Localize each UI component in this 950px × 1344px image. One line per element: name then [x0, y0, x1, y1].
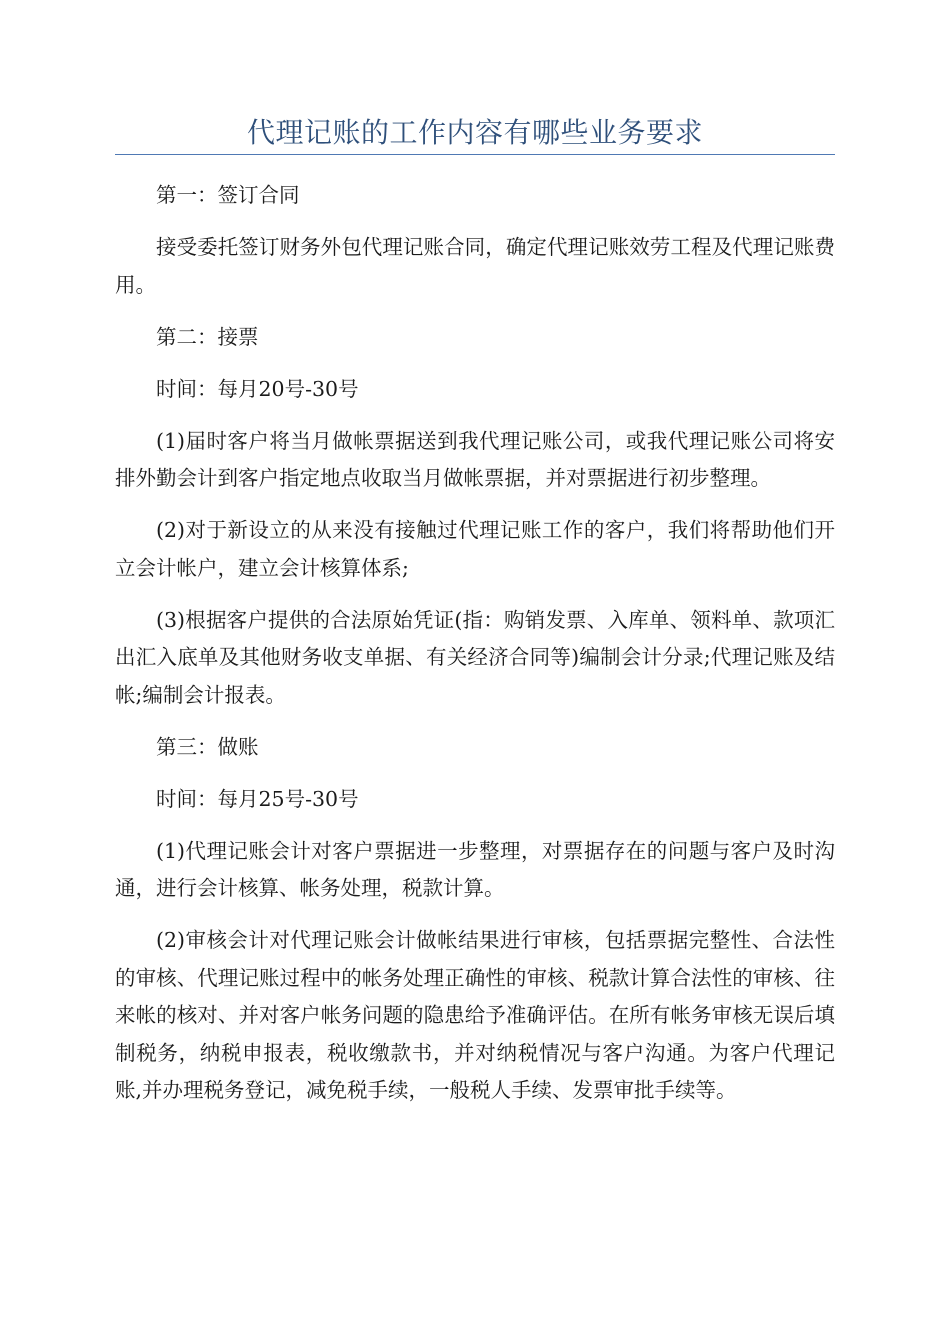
time-line: 时间：每月25号-30号: [156, 786, 359, 811]
title-underline: [115, 154, 835, 155]
paragraph: (1)代理记账会计对客户票据进一步整理，对票据存在的问题与客户及时沟通，进行会计核算、帐务处理，税款计算。: [115, 838, 835, 900]
document-title: 代理记账的工作内容有哪些业务要求: [246, 116, 703, 149]
paragraph: 接受委托签订财务外包代理记账合同，确定代理记账效劳工程及代理记账费用。: [115, 235, 835, 297]
paragraph: (2)对于新设立的从来没有接触过代理记账工作的客户，我们将帮助他们开立会计帐户，建立会计核算体系;: [115, 518, 835, 580]
document-body: [115, 177, 835, 1124]
section-heading-3: 第三：做账: [156, 734, 259, 759]
section-heading-2: 第二：接票: [156, 324, 259, 349]
paragraph: (3)根据客户提供的合法原始凭证(指：购销发票、入库单、领料单、款项汇出汇入底单及其他财务收支单据、有关经济合同等)编制会计分录;代理记账及结帐;编制会计报表。: [115, 607, 835, 707]
paragraph: (2)审核会计对代理记账会计做帐结果进行审核，包括票据完整性、合法性的审核、代理记账过程中的帐务处理正确性的审核、税款计算合法性的审核、往来帐的核对、并对客户帐务问题的隐患给予准确评估。在所有帐务审核无误后填制税务，纳税申报表，税收缴款书，并对纳税情况与客户沟通。为客户代理记账,并办理税务登记，减免税手续，一般税人手续、发票审批手续等。: [115, 928, 835, 1102]
time-line: 时间：每月20号-30号: [156, 376, 359, 401]
paragraph: (1)届时客户将当月做帐票据送到我代理记账公司，或我代理记账公司将安排外勤会计到客户指定地点收取当月做帐票据，并对票据进行初步整理。: [115, 428, 835, 490]
section-heading-1: 第一：签订合同: [156, 183, 300, 207]
